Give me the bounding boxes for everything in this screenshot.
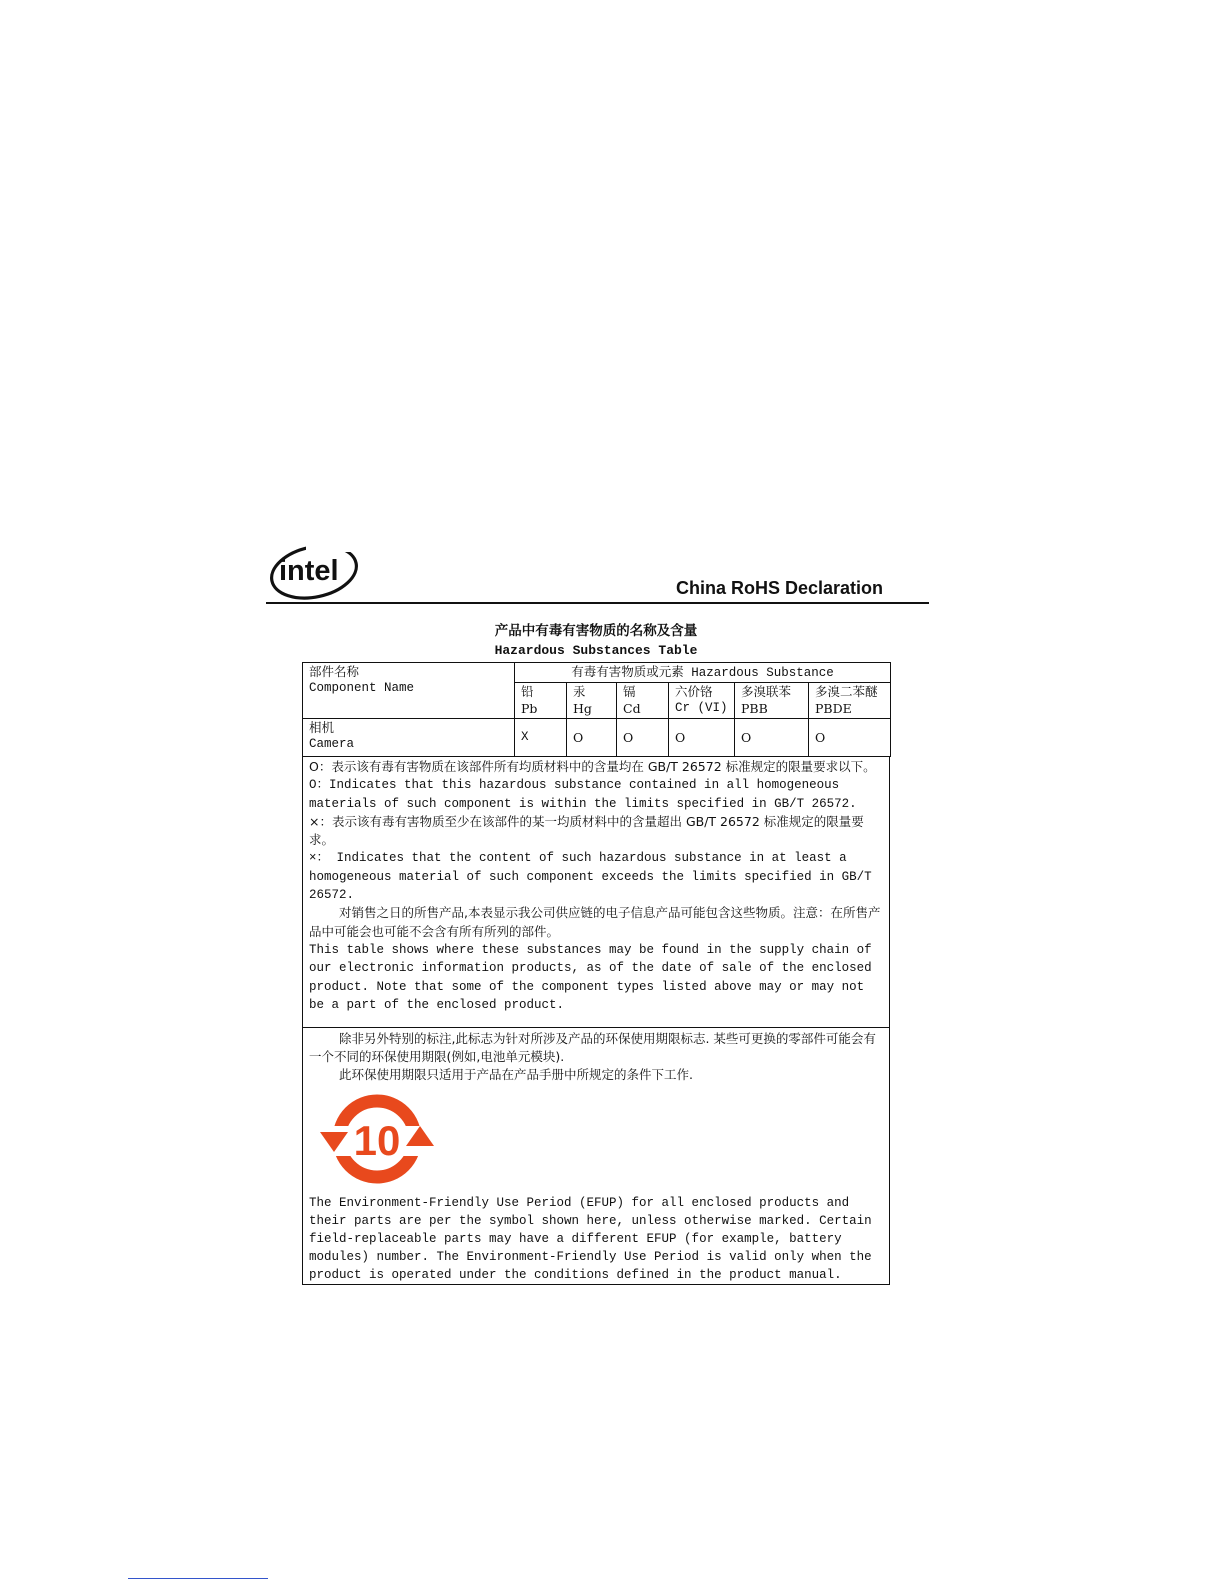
efup-en: The Environment-Friendly Use Period (EFUP) for all enclosed products and their parts are per the symbol shown here, unless otherwise marked. Certain field-replaceable parts may have a different EFUP (for example, battery modules) number. The Environment-Friendly Use Period is valid only when the product is operated under the conditions defined in the product manual. [309,1196,872,1282]
note-sale-en: This table shows where these substances may be found in the supply chain of our electronic information products, as of the date of sale of the enclosed product. Note that some of the component types listed above may or may not be a part of the enclosed product. [309,942,872,1012]
component-header-cn: 部件名称 [309,664,360,679]
column-header-en: Cr (VI) [675,701,728,715]
page-title: China RoHS Declaration [676,578,884,598]
column-header-cn: 铅 [521,684,534,699]
column-header-cn: 多溴联苯 [741,684,792,699]
column-header-pb [515,683,567,719]
value-cell: O [735,719,809,757]
column-header-en: PBB [741,701,768,716]
intel-logo [268,540,360,600]
table-title [302,622,890,660]
component-header-en: Component Name [309,681,415,695]
svg-text:intel: intel [279,555,339,587]
column-header-pbb [735,683,809,719]
component-name-cell [303,719,515,757]
column-header-en: PBDE [815,701,852,716]
table-title-cn: 产品中有毒有害物质的名称及含量 [494,623,698,639]
note-o-en: O：Indicates that this hazardous substance contained in all homogeneous materials of such component is within the limits specified in GB/T 26572. [309,778,857,811]
column-header-cd [617,683,669,719]
column-header-en: Cd [623,701,641,716]
component-name-en: Camera [309,737,355,751]
column-header-cn: 六价铬 [675,684,713,699]
legend-notes [302,756,890,1028]
column-header-en: Hg [573,701,592,716]
table-title-en: Hazardous Substances Table [494,643,698,658]
column-header-cn: 多溴二苯醚 [815,684,878,699]
column-header-cr [669,683,735,719]
substance-group-header-text: 有毒有害物质或元素 Hazardous Substance [571,666,834,680]
value-cell: O [809,719,891,757]
substance-group-header [515,663,891,683]
column-header-en: Pb [521,701,538,716]
value-cell: X [515,719,567,757]
hazardous-substances-table [302,662,891,757]
efup-cn-2: 此环保使用期限只适用于产品在产品手册中所规定的条件下工作. [339,1067,693,1082]
note-x-cn: ×：表示该有毒有害物质至少在该部件的某一均质材料中的含量超出 GB/T 26572 标准规定的限量要求。 [309,813,864,848]
component-name-cn: 相机 [309,720,335,735]
note-sale-cn: 对销售之日的所售产品,本表显示我公司供应链的电子信息产品可能包含这些物质。注意：在所售产品中可能会也可能不会含有所有所列的部件。 [309,905,881,939]
note-x-en: ×： Indicates that the content of such hazardous substance in at least a homogeneous material of such component exceeds the limits specified in GB/T 26572. [309,851,872,903]
column-header-cn: 镉 [623,684,636,699]
component-header [303,663,515,719]
header-rule [266,602,929,604]
value-cell: O [669,719,735,757]
column-header-hg [567,683,617,719]
value-cell: O [617,719,669,757]
column-header-pbde [809,683,891,719]
efup-symbol-number: 10 [353,1117,401,1164]
note-o-cn: O：表示该有毒有害物质在该部件所有均质材料中的含量均在 GB/T 26572 标准规定的限量要求以下。 [309,759,876,774]
efup-10-symbol-icon [318,1090,436,1188]
table-row [303,719,891,757]
value-cell: O [567,719,617,757]
column-header-cn: 汞 [573,684,586,699]
efup-cn-1: 除非另外特别的标注,此标志为针对所涉及产品的环保使用期限标志. 某些可更换的零部件可能会有一个不同的环保使用期限(例如,电池单元模块). [309,1031,876,1064]
footer-link-underline [128,1578,268,1579]
